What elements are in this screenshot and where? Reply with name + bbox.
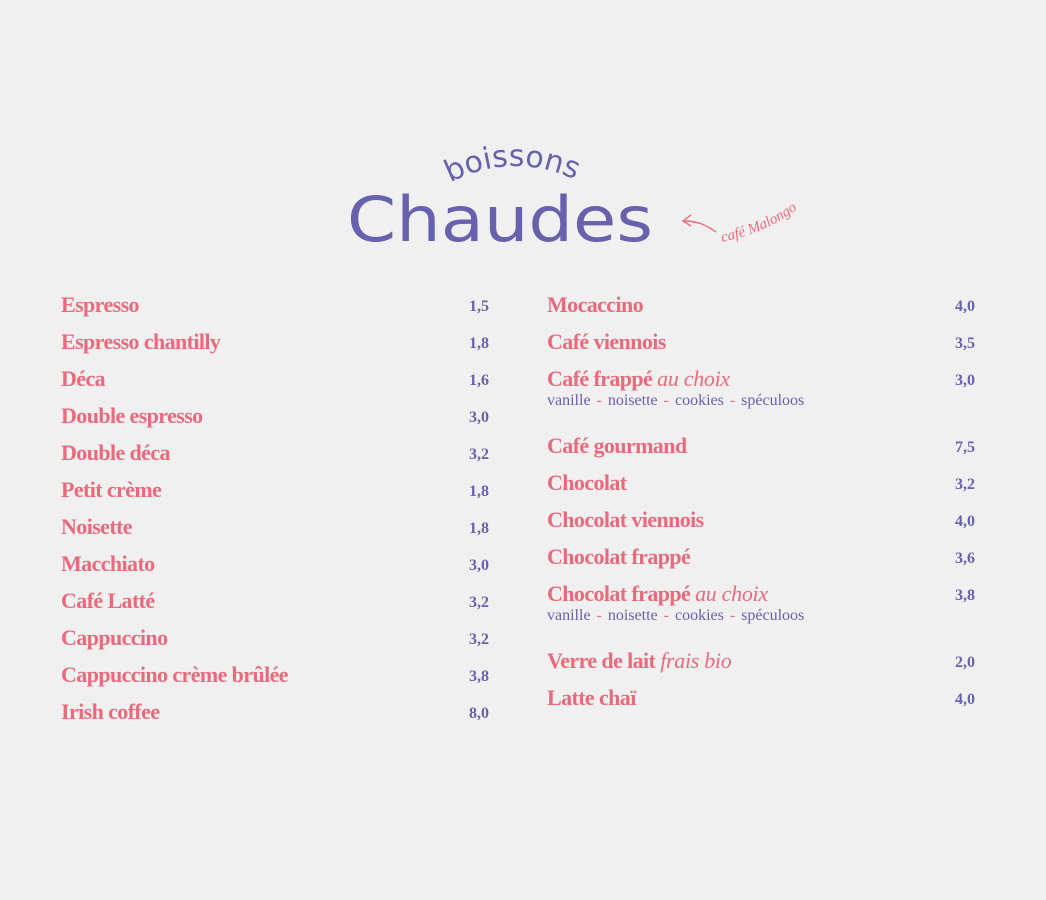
menu-item-price: 3,2: [955, 476, 975, 493]
menu-item-price: 4,0: [955, 513, 975, 530]
menu-item-price: 3,2: [469, 631, 489, 648]
menu-item-name: [61, 473, 161, 507]
menu-item-name-text: Double déca: [61, 440, 170, 465]
menu-item-name-text: Café gourmand: [547, 433, 687, 458]
menu-item-name-text: Cappuccino crème brûlée: [61, 662, 288, 687]
menu-item-price: 1,8: [469, 483, 489, 500]
menu-item-price: 3,2: [469, 446, 489, 463]
menu-item-price: 1,5: [469, 298, 489, 315]
menu-item-name: [61, 436, 170, 470]
menu-item-name: [61, 658, 288, 692]
menu-item: [61, 399, 491, 436]
menu-option: spéculoos: [741, 607, 805, 624]
header-overline-text: boissons: [439, 138, 586, 190]
menu-item-price: 3,0: [469, 409, 489, 426]
menu-item-price: 4,0: [955, 298, 975, 315]
menu-header: [0, 0, 1046, 260]
menu-item-name-text: Espresso chantilly: [61, 329, 221, 354]
menu-item: [61, 621, 491, 658]
menu-item-name: [547, 325, 666, 359]
menu-option: spéculoos: [741, 392, 805, 409]
header-graphic: [0, 0, 1046, 260]
menu-item-note: frais bio: [660, 648, 732, 673]
menu-item-name-text: Chocolat frappé: [547, 544, 691, 569]
menu-option: vanille: [547, 392, 591, 409]
menu-item-name: [547, 681, 636, 715]
menu-item: [61, 325, 491, 362]
menu-item: [61, 362, 491, 399]
menu-item-name-text: Cappuccino: [61, 625, 168, 650]
menu-item: [547, 288, 977, 325]
menu-item-price: 7,5: [955, 439, 975, 456]
menu-item-name-text: Déca: [61, 366, 106, 391]
menu-item-name: [61, 621, 167, 655]
menu-item-note: au choix: [657, 366, 730, 391]
menu-item: [61, 510, 491, 547]
menu-item-price: 2,0: [955, 654, 975, 671]
menu-item-name-text: Latte chaï: [547, 685, 636, 710]
menu-item-price: 4,0: [955, 691, 975, 708]
menu-item: [61, 473, 491, 510]
menu-item-name-text: Mocaccino: [547, 292, 644, 317]
menu-item-name: [61, 584, 155, 618]
menu-item: [61, 695, 491, 732]
menu-item-note: au choix: [695, 581, 768, 606]
menu-item: [547, 540, 977, 577]
menu-item: [61, 547, 491, 584]
option-separator: -: [596, 392, 602, 409]
menu-item: [547, 577, 977, 644]
menu-option: cookies: [674, 607, 724, 624]
menu-item: [61, 584, 491, 621]
menu-item: [61, 658, 491, 695]
menu-item: [547, 644, 977, 681]
menu-item-name: [61, 547, 155, 581]
menu-item-price: 1,8: [469, 335, 489, 352]
menu-item-name-text: Espresso: [61, 292, 139, 317]
menu-item-name: [547, 644, 731, 678]
menu-item-price: 3,5: [955, 335, 975, 352]
menu-item-name: [547, 540, 690, 574]
header-subtitle-text: café Malongo: [719, 199, 800, 246]
header-subtitle: [719, 199, 800, 246]
option-separator: -: [729, 392, 736, 409]
menu-item-name-text: Macchiato: [61, 551, 155, 576]
menu-item-name-text: Chocolat frappé: [547, 581, 691, 606]
menu-item-name-text: Café viennois: [547, 329, 666, 354]
menu-item-price: 1,6: [469, 372, 489, 389]
menu-item: [547, 325, 977, 362]
menu-item-name-text: Irish coffee: [61, 699, 160, 724]
menu-item-name-text: Double espresso: [61, 403, 203, 428]
menu-item-price: 3,8: [955, 587, 975, 604]
menu-item-name-text: Café Latté: [61, 588, 155, 613]
menu-item-price: 3,0: [955, 372, 975, 389]
option-separator: -: [663, 607, 669, 624]
menu-item-name: [547, 503, 704, 537]
menu-item-name-text: Verre de lait: [547, 648, 656, 673]
menu-item: [547, 429, 977, 466]
menu-option: cookies: [674, 392, 724, 409]
menu-option: noisette: [607, 392, 658, 409]
menu-item-price: 8,0: [469, 705, 489, 722]
menu-item-price: 1,8: [469, 520, 489, 537]
menu-item-name: [61, 510, 132, 544]
menu-item: [547, 681, 977, 718]
menu-option: vanille: [547, 607, 591, 624]
menu-item: [547, 362, 977, 429]
option-separator: -: [729, 607, 736, 624]
menu-item-name: [61, 695, 159, 729]
menu-item-name-text: Chocolat viennois: [547, 507, 704, 532]
menu-item-price: 3,6: [955, 550, 975, 567]
page-title: Chaudes: [347, 183, 653, 256]
menu-item-price: 3,8: [469, 668, 489, 685]
menu-item-name-text: Café frappé: [547, 366, 653, 391]
menu-item: [547, 466, 977, 503]
menu-item-name-text: Chocolat: [547, 470, 627, 495]
menu-item-name: [61, 325, 220, 359]
option-separator: -: [596, 607, 602, 624]
option-separator: -: [663, 392, 669, 409]
menu-item-name-text: Petit crème: [61, 477, 162, 502]
menu-item-name: [61, 288, 139, 322]
menu-item-name: [61, 362, 105, 396]
menu-item-name: [547, 466, 627, 500]
arrow-icon: [684, 221, 716, 232]
menu-column-left: [61, 288, 491, 732]
menu-item-name-text: Noisette: [61, 514, 132, 539]
menu-item: [61, 288, 491, 325]
menu-option: noisette: [607, 607, 658, 624]
menu-item: [61, 436, 491, 473]
menu-item-name: [547, 429, 686, 463]
menu-item-name: [61, 399, 203, 433]
menu-item-name: [547, 288, 643, 322]
menu-column-right: [547, 288, 977, 718]
menu-item-price: 3,2: [469, 594, 489, 611]
menu-item: [547, 503, 977, 540]
menu-item-price: 3,0: [469, 557, 489, 574]
menu-item-options: [547, 391, 804, 411]
menu-item-options: [547, 606, 804, 626]
